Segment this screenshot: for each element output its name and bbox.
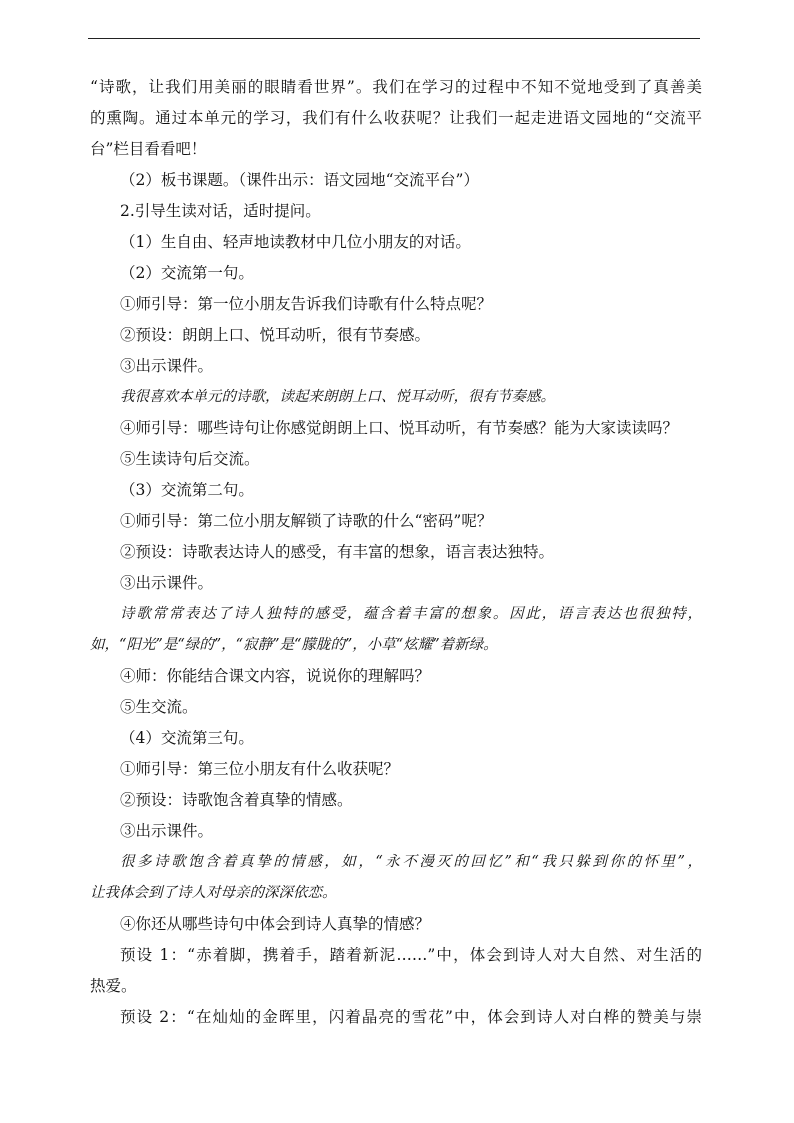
text-line: ①师引导：第二位小朋友解锁了诗歌的什么“密码”呢？ xyxy=(120,512,493,530)
text-line: ④师：你能结合课文内容，说说你的理解吗？ xyxy=(120,667,431,685)
text-line: 的熏陶。通过本单元的学习，我们有什么收获呢？让我们一起走进语文园地的“交流平 xyxy=(90,109,702,127)
text-line: 热爱。 xyxy=(90,977,137,995)
text-line: 预设 2：“在灿灿的金晖里，闪着晶亮的雪花”中，体会到诗人对白桦的赞美与崇 xyxy=(120,1008,702,1026)
text-line: ③出示课件。 xyxy=(120,822,214,840)
text-line: ③出示课件。 xyxy=(120,574,214,592)
text-line: ③出示课件。 xyxy=(120,357,214,375)
text-line: ④师引导：哪些诗句让你感觉朗朗上口、悦耳动听，有节奏感？能为大家读读吗？ xyxy=(120,419,679,437)
text-line: ②预设：朗朗上口、悦耳动听，很有节奏感。 xyxy=(120,326,431,344)
text-line: 我很喜欢本单元的诗歌，读起来朗朗上口、悦耳动听，很有节奏感。 xyxy=(120,389,555,405)
text-line: （4）交流第三句。 xyxy=(120,729,254,747)
text-line: ⑤生读诗句后交流。 xyxy=(120,450,260,468)
text-line: ④你还从哪些诗句中体会到诗人真挚的情感？ xyxy=(120,915,431,933)
text-line: 台”栏目看看吧！ xyxy=(90,140,207,158)
text-line: 2.引导生读对话，适时提问。 xyxy=(120,202,321,220)
document-body xyxy=(90,72,702,1033)
header-rule xyxy=(88,38,700,39)
text-line: （2）交流第一句。 xyxy=(120,264,254,282)
text-line: ①师引导：第三位小朋友有什么收获呢？ xyxy=(120,760,400,778)
text-line: （1）生自由、轻声地读教材中几位小朋友的对话。 xyxy=(120,233,471,251)
text-line: ②预设：诗歌表达诗人的感受，有丰富的想象，语言表达独特。 xyxy=(120,543,555,561)
text-line: 预设 1：“赤着脚，携着手，踏着新泥……”中，体会到诗人对大自然、对生活的 xyxy=(120,946,702,964)
text-line: 诗歌常常表达了诗人独特的感受，蕴含着丰富的想象。因此，语言表达也很独特， xyxy=(120,606,702,622)
text-line: 如，“阳光”是“绿的”，“寂静”是“朦胧的”，小草“炫耀”着新绿。 xyxy=(90,637,498,653)
text-line: ②预设：诗歌饱含着真挚的情感。 xyxy=(120,791,353,809)
text-line: 让我体会到了诗人对母亲的深深依恋。 xyxy=(90,885,337,901)
text-line: （2）板书课题。（课件出示：语文园地“交流平台”） xyxy=(120,171,479,189)
text-line: ⑤生交流。 xyxy=(120,698,198,716)
text-line: “诗歌，让我们用美丽的眼睛看世界”。我们在学习的过程中不知不觉地受到了真善美 xyxy=(90,78,702,96)
text-line: 很多诗歌饱含着真挚的情感，如，“永不漫灭的回忆”和“我只躲到你的怀里”， xyxy=(120,854,702,870)
text-line: （3）交流第二句。 xyxy=(120,481,254,499)
text-line: ①师引导：第一位小朋友告诉我们诗歌有什么特点呢？ xyxy=(120,295,493,313)
